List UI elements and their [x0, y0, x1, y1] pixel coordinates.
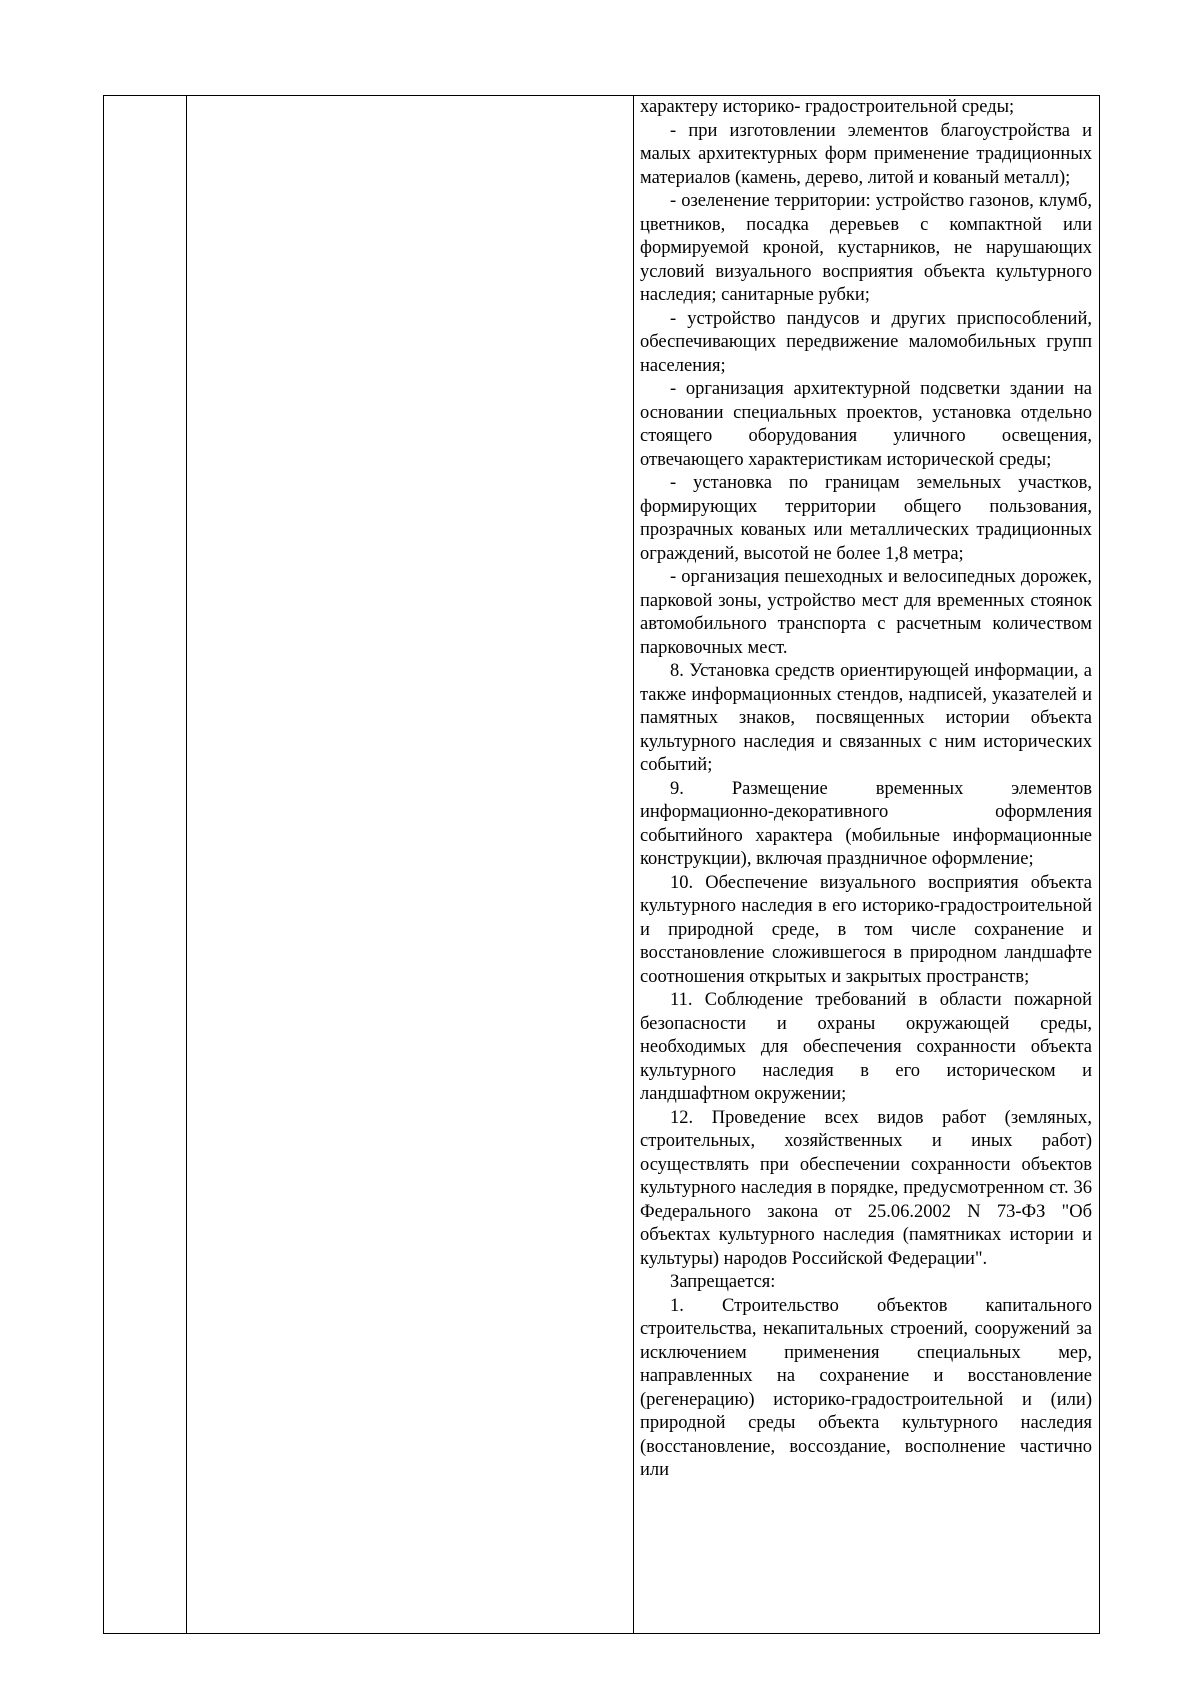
paragraph: - при изготовлении элементов благоустройства и малых архитектурных форм применение традиционных материалов (камень, дерево, литой и кованый металл); — [640, 120, 1092, 188]
document-table — [103, 95, 1100, 1634]
paragraph: - устройство пандусов и других приспособлений, обеспечивающих передвижение маломобильных групп населения; — [640, 308, 1092, 376]
paragraph: - организация пешеходных и велосипедных дорожек, парковой зоны, устройство мест для временных стоянок автомобильного транспорта с расчетным количеством парковочных мест. — [640, 567, 1092, 658]
paragraph: 11. Соблюдение требований в области пожарной безопасности и охраны окружающей среды, необходимых для обеспечения сохранности объекта культурного наследия в его историческом и ландшафтном окружении; — [640, 990, 1092, 1104]
paragraph: Запрещается: — [670, 1272, 776, 1292]
paragraph: 8. Установка средств ориентирующей информации, а также информационных стендов, надписей, указателей и памятных знаков, посвященных истории объекта культурного наследия и связанных с ним исторических событий; — [640, 661, 1092, 775]
paragraph: - установка по границам земельных участков, формирующих территории общего пользования, прозрачных кованых или металлических традиционных ограждений, высотой не более 1,8 метра; — [640, 473, 1092, 564]
paragraph: 1. Строительство объектов капитального строительства, некапитальных строений, сооружений за исключением применения специальных мер, направленных на сохранение и восстановление (регенерацию) историко-градостроительной и (или) природной среды объекта культурного наследия (восстановление, воссоздание, восполнение частично или — [640, 1295, 1092, 1480]
paragraph: 9. Размещение временных элементов информационно-декоративного оформления событийного характера (мобильные информационные конструкции), включая праздничное оформление; — [640, 778, 1092, 869]
paragraph: 10. Обеспечение визуального восприятия объекта культурного наследия в его историко-градостроительной и природной среде, в том числе сохранение и восстановление сложившегося в природном ландшафте соотношения открытых и закрытых пространств; — [640, 872, 1092, 987]
paragraph: характеру историко- градостроительной среды; — [640, 97, 1015, 117]
column-divider-1 — [186, 96, 187, 1633]
paragraph: - организация архитектурной подсветки здании на основании специальных проектов, установка отдельно стоящего оборудования уличного освещения, отвечающего характеристикам исторической среды; — [640, 379, 1092, 470]
paragraph: - озеленение территории: устройство газонов, клумб, цветников, посадка деревьев с компактной или формируемой кроной, кустарников, не нарушающих условий визуального восприятия объекта культурного наследия; санитарные рубки; — [640, 191, 1092, 305]
column-divider-2 — [633, 96, 634, 1633]
paragraph: 12. Проведение всех видов работ (земляных, строительных, хозяйственных и иных работ) осуществлять при обеспечении сохранности объектов культурного наследия в порядке, предусмотренном ст. 36 Федерального закона от 25.06.2002 N 73-ФЗ "Об объектах культурного наследия (памятниках истории и культуры) народов Российской Федерации". — [640, 1107, 1092, 1269]
requirements-text-cell — [640, 96, 1092, 1633]
